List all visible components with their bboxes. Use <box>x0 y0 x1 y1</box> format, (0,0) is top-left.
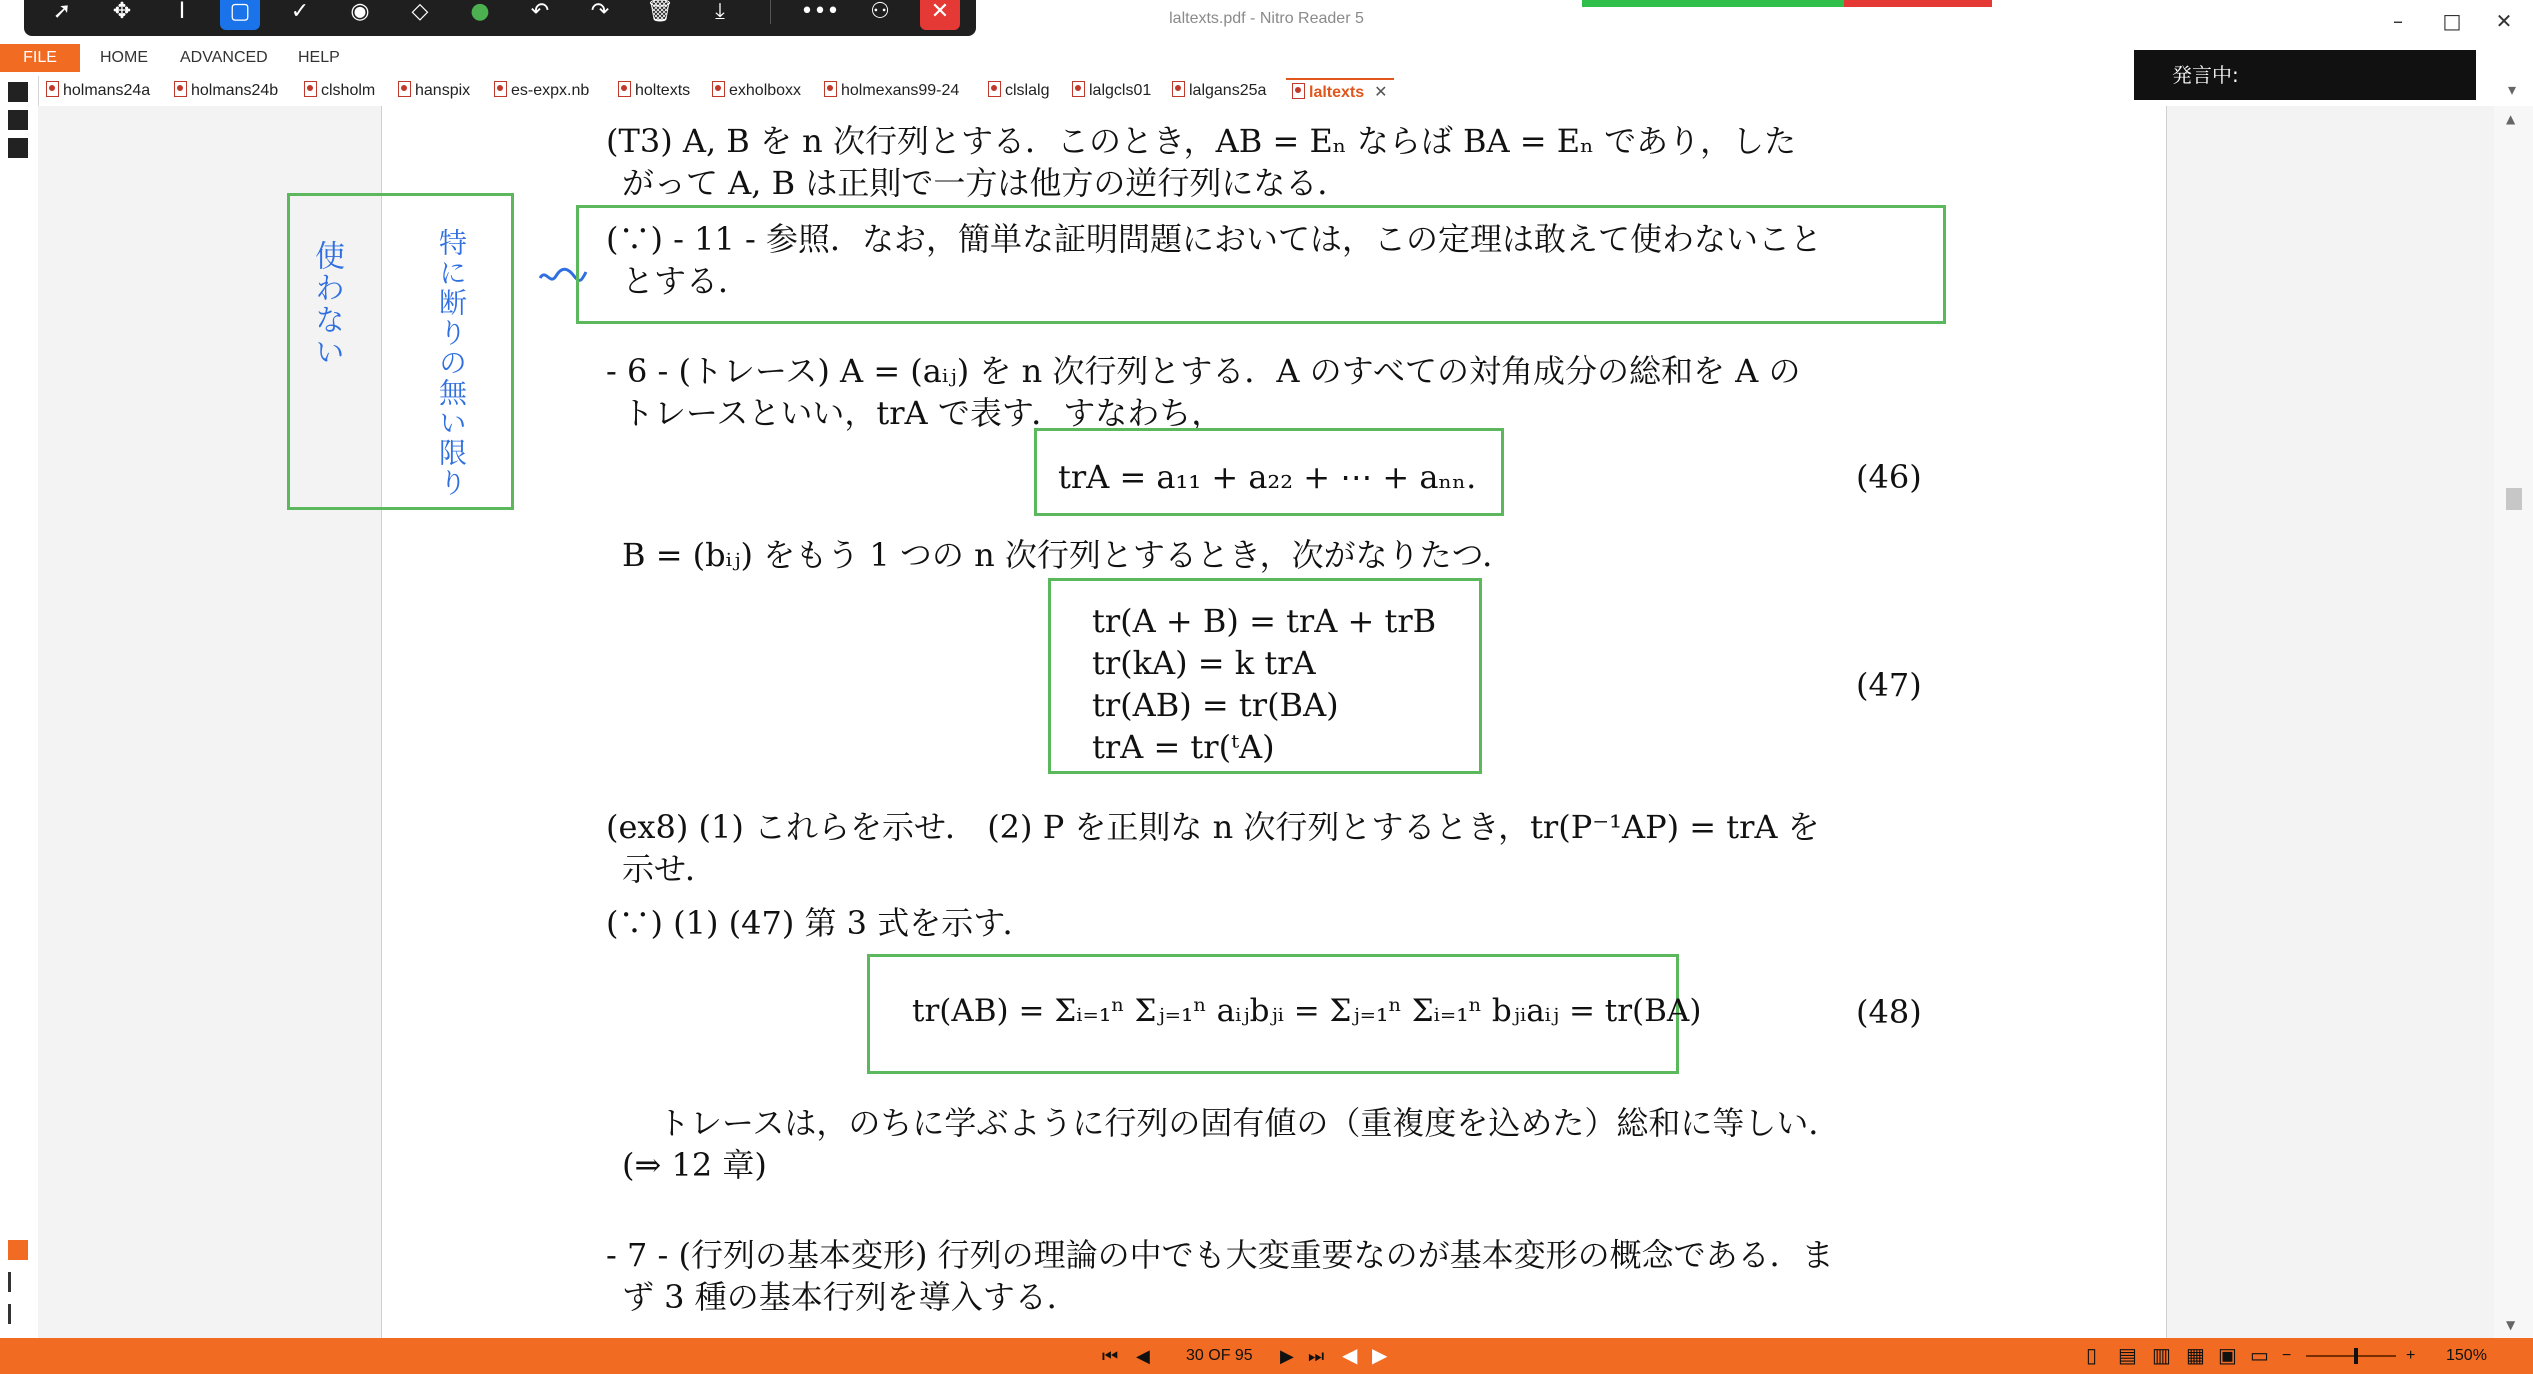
eraser-icon[interactable]: ◇ <box>411 0 429 24</box>
zoom-slider-track[interactable] <box>2306 1355 2396 1357</box>
tab-laltexts[interactable]: laltexts ✕ <box>1286 78 1394 106</box>
maximize-icon[interactable]: □ <box>2442 9 2462 33</box>
zoom-level[interactable]: 150% <box>2446 1347 2487 1364</box>
pdf-icon <box>1292 83 1305 99</box>
single-page-icon[interactable]: ▯ <box>2086 1345 2098 1367</box>
pdf-icon <box>1072 81 1085 97</box>
pdf-icon <box>712 81 725 97</box>
close-icon[interactable]: ✕ <box>920 0 960 30</box>
pdf-icon <box>494 81 507 97</box>
equation-48: tr(AB) = Σᵢ₌₁ⁿ Σⱼ₌₁ⁿ aᵢⱼbⱼᵢ = Σⱼ₌₁ⁿ Σᵢ₌₁ⁿ bⱼᵢaᵢⱼ = tr(BA) <box>912 993 1702 1029</box>
share-icon[interactable]: ⚇ <box>870 0 890 24</box>
scroll-down-icon[interactable]: ▼ <box>2506 1318 2516 1332</box>
signatures-icon[interactable] <box>8 1304 31 1324</box>
back-view-icon[interactable]: ◀ <box>1342 1345 1358 1367</box>
tab-close-icon[interactable]: ✕ <box>1374 84 1388 101</box>
zoom-in-icon[interactable]: + <box>2406 1347 2416 1364</box>
recording-bar-red <box>1844 0 1992 7</box>
tab-clslalg[interactable]: clslalg <box>988 78 1049 104</box>
fit-page-icon[interactable]: ▣ <box>2218 1345 2237 1367</box>
equation-number-48: (48) <box>1856 993 1922 1031</box>
minimize-icon[interactable]: – <box>2393 9 2403 33</box>
green-dot-icon[interactable]: ● <box>470 0 490 24</box>
pdf-icon <box>618 81 631 97</box>
text-line: トレースといい，trA で表す．すなわち， <box>622 394 1224 432</box>
text-line: ず 3 種の基本行列を導入する． <box>622 1278 1079 1316</box>
text-line: 示せ． <box>622 850 718 888</box>
cursor-icon[interactable]: ➚ <box>52 0 72 24</box>
equation-47-line1: tr(A + B) = trA + trB <box>1092 602 1437 640</box>
text-line: がって A, B は正則で一方は他方の逆行列になる． <box>622 164 1350 202</box>
zoom-slider-thumb[interactable] <box>2354 1348 2358 1364</box>
trash-icon[interactable]: 🗑 <box>646 0 674 24</box>
handwritten-note-left: 使わない <box>309 240 344 368</box>
text-line: (∵) (1) (47) 第 3 式を示す． <box>606 904 1035 942</box>
tab-lalgans25a[interactable]: lalgans25a <box>1172 78 1266 104</box>
forward-view-icon[interactable]: ▶ <box>1372 1345 1388 1367</box>
previous-page-icon[interactable]: ◀ <box>1136 1346 1150 1366</box>
handwritten-note-right: 特に断りの無い限り <box>435 228 468 498</box>
pdf-icon <box>988 81 1001 97</box>
menu-file[interactable]: FILE <box>0 44 80 72</box>
text-line: とする． <box>622 262 751 300</box>
redo-icon[interactable]: ↷ <box>590 0 610 24</box>
facing-icon[interactable]: ▥ <box>2152 1345 2171 1367</box>
menu-home[interactable]: HOME <box>100 49 148 66</box>
pdf-icon <box>174 81 187 97</box>
scrollbar-thumb[interactable] <box>2506 488 2522 510</box>
text-line: B = (bᵢⱼ) をもう 1 つの n 次行列とするとき，次がなりたつ． <box>622 536 1515 574</box>
last-page-icon[interactable]: ⏭ <box>1308 1346 1325 1366</box>
rectangle-icon[interactable]: ▢ <box>220 0 260 30</box>
tab-holtexts[interactable]: holtexts <box>618 78 690 104</box>
more-icon[interactable]: ••• <box>800 0 840 24</box>
pdf-icon <box>304 81 317 97</box>
pdf-icon <box>46 81 59 97</box>
tab-holmexans99-24[interactable]: holmexans99-24 <box>824 78 959 104</box>
zoom-out-icon[interactable]: − <box>2282 1347 2292 1364</box>
vertical-scrollbar[interactable] <box>2494 106 2533 1338</box>
first-page-icon[interactable]: ⏮ <box>1102 1346 1119 1366</box>
continuous-icon[interactable]: ▤ <box>2118 1345 2137 1367</box>
equation-47-line3: tr(AB) = tr(BA) <box>1092 686 1339 724</box>
tab-lalgcls01[interactable]: lalgcls01 <box>1072 78 1151 104</box>
left-sidebar <box>0 76 39 1338</box>
text-line: トレースは，のちに学ぶように行列の固有値の（重複度を込めた）総和に等しい． <box>658 1104 1841 1142</box>
equation-46: trA = a₁₁ + a₂₂ + ⋯ + aₙₙ. <box>1058 458 1477 496</box>
tab-es-expx[interactable]: es-expx.nb <box>494 78 589 104</box>
text-line: - 7 - (行列の基本変形) 行列の理論の中でも大変重要なのが基本変形の概念である．ま <box>606 1236 1834 1274</box>
text-cursor-icon[interactable]: I <box>178 0 186 24</box>
check-icon[interactable]: ✓ <box>290 0 310 24</box>
text-line: (⇒ 12 章) <box>622 1146 767 1184</box>
move-icon[interactable]: ✥ <box>112 0 132 24</box>
toolbar-divider <box>770 0 771 24</box>
download-icon[interactable]: ⤓ <box>715 0 725 24</box>
equation-number-46: (46) <box>1856 458 1922 496</box>
menu-advanced[interactable]: ADVANCED <box>180 49 268 66</box>
pdf-icon <box>824 81 837 97</box>
attachments-icon[interactable] <box>8 1240 28 1260</box>
layers-icon[interactable] <box>8 1272 31 1292</box>
tab-clsholm[interactable]: clsholm <box>304 78 375 104</box>
window-title: laltexts.pdf - Nitro Reader 5 <box>1169 10 1364 27</box>
equation-47-line2: tr(kA) = k trA <box>1092 644 1316 682</box>
equation-47-line4: trA = tr(ᵗA) <box>1092 728 1275 766</box>
pdf-icon <box>1172 81 1185 97</box>
annotation-toolbar <box>24 0 976 36</box>
tab-holmans24a[interactable]: holmans24a <box>46 78 150 104</box>
bottom-status-bar <box>0 1338 2533 1374</box>
recording-bar-green <box>1582 0 1844 7</box>
text-line: (T3) A, B を n 次行列とする．このとき，AB = Eₙ ならば BA = Eₙ であり，した <box>606 122 1797 160</box>
scroll-up-icon[interactable]: ▲ <box>2506 112 2516 126</box>
document-tabs <box>0 76 2517 106</box>
tab-exholboxx[interactable]: exholboxx <box>712 78 801 104</box>
bookmarks-icon[interactable] <box>8 110 28 130</box>
text-line: - 6 - (トレース) A = (aᵢⱼ) を n 次行列とする．A のすべての対角成分の総和を A の <box>606 352 1801 390</box>
undo-icon[interactable]: ↶ <box>530 0 550 24</box>
fit-width-icon[interactable]: ▭ <box>2250 1345 2269 1367</box>
close-icon[interactable]: ✕ <box>2495 9 2513 33</box>
pdf-icon <box>398 81 411 97</box>
speaking-panel: 発言中: <box>2134 50 2476 100</box>
text-line: (∵) - 11 - 参照．なお，簡単な証明問題においては，この定理は敢えて使わないこと <box>606 220 1823 258</box>
menu-help[interactable]: HELP <box>298 49 340 66</box>
record-icon[interactable]: ◉ <box>350 0 370 24</box>
text-line: (ex8) (1) これらを示せ． (2) P を正則な n 次行列とするとき，tr(P⁻¹AP) = trA を <box>606 808 1820 846</box>
equation-number-47: (47) <box>1856 666 1922 704</box>
facing-continuous-icon[interactable]: ▦ <box>2186 1345 2205 1367</box>
page-indicator[interactable]: 30 OF 95 <box>1186 1347 1253 1364</box>
tab-hanspix[interactable]: hanspix <box>398 78 470 104</box>
pages-icon[interactable] <box>8 82 28 102</box>
tab-overflow-icon[interactable]: ▾ <box>2508 82 2517 99</box>
next-page-icon[interactable]: ▶ <box>1280 1346 1294 1366</box>
comments-icon[interactable] <box>8 138 28 158</box>
tab-holmans24b[interactable]: holmans24b <box>174 78 278 104</box>
